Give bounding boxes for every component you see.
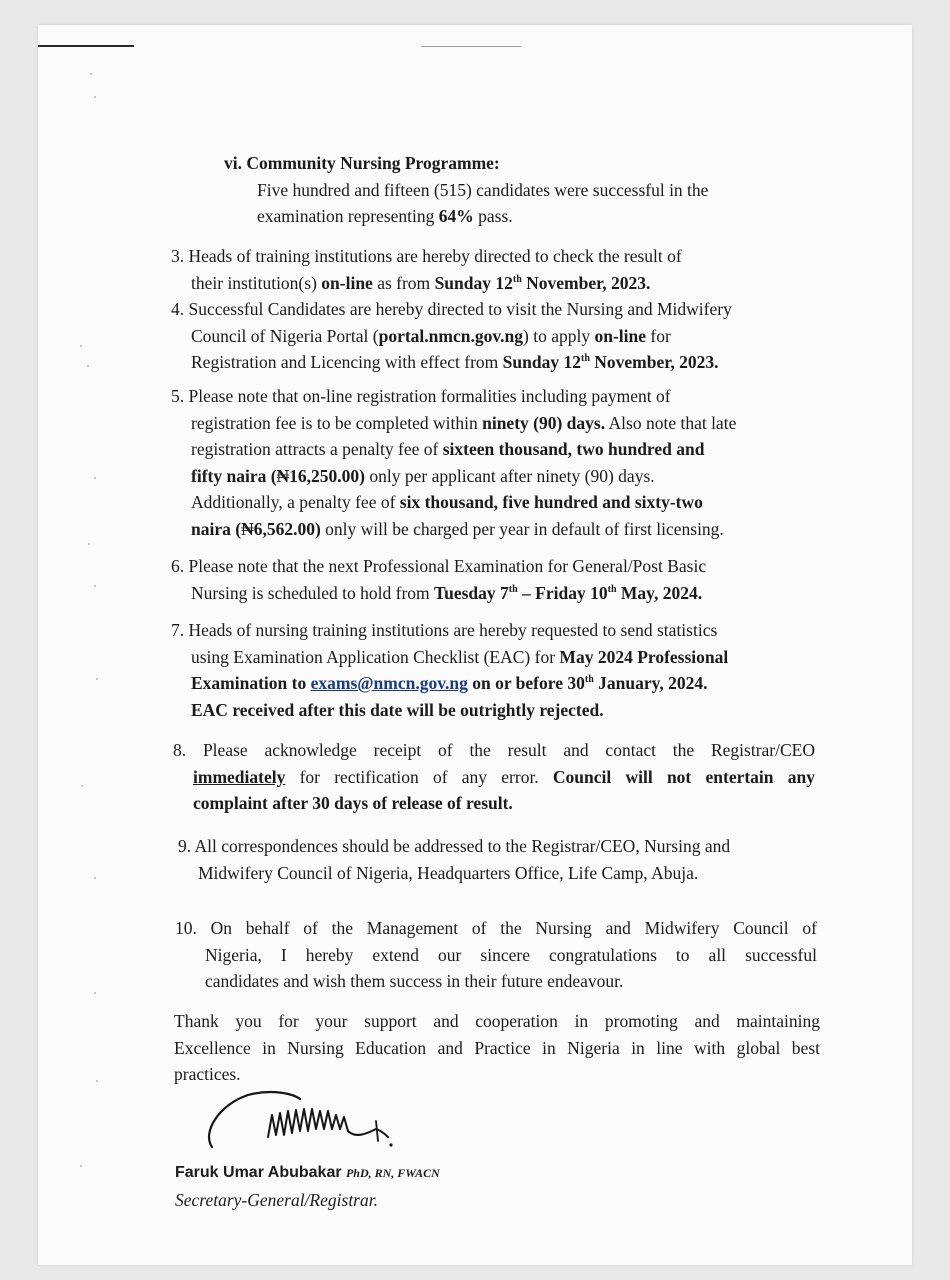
scan-speck (81, 785, 83, 787)
item-10-line: candidates and wish them success in their future endeavour. (205, 971, 624, 991)
scan-speck (94, 992, 96, 994)
scan-speck (94, 96, 96, 98)
item-5-line: naira (₦6,562.00) only will be charged per year in default of first licensing. (191, 518, 724, 539)
signatory-title: Secretary-General/Registrar. (175, 1189, 378, 1210)
item-6 (171, 553, 706, 606)
item-9-line: 9. All correspondences should be addressed to the Registrar/CEO, Nursing and (178, 836, 731, 856)
item-8 (173, 737, 815, 817)
scan-speck (96, 678, 98, 680)
scan-speck (80, 1165, 82, 1167)
scan-speck (94, 585, 96, 587)
item-6-line: Nursing is scheduled to hold from Tuesday 7th – Friday 10th May, 2024. (191, 582, 703, 603)
section-vi-label: vi. Community Nursing Programme: (224, 153, 500, 173)
closing-line: practices. (174, 1064, 241, 1084)
item-7-line: 7. Heads of nursing training institutions are hereby requested to send statistics (171, 620, 718, 640)
item-8-line: complaint after 30 days of release of result. (193, 793, 513, 813)
scan-speck (80, 345, 82, 347)
item-8-line: immediately for rectification of any error. Council will not entertain any (193, 766, 815, 787)
item-3-line: 3. Heads of training institutions are hereby directed to check the result of (171, 246, 682, 266)
item-4-line: Registration and Licencing with effect from Sunday 12th November, 2023. (191, 352, 719, 372)
email-link[interactable]: exams@nmcn.gov.ng (310, 673, 468, 693)
section-vi-line: Five hundred and fifteen (515) candidates were successful in the (257, 179, 709, 200)
item-4-line: Council of Nigeria Portal (portal.nmcn.gov.ng) to apply on-line for (191, 325, 671, 346)
item-4-line: 4. Successful Candidates are hereby directed to visit the Nursing and Midwifery (171, 299, 732, 319)
item-5-line: fifty naira (₦16,250.00) only per applicant after ninety (90) days. (191, 465, 655, 486)
item-6-line: 6. Please note that the next Professional Examination for General/Post Basic (171, 556, 707, 576)
item-4 (171, 296, 732, 376)
signatory-name-line (175, 1158, 440, 1187)
closing-line: Excellence in Nursing Education and Practice in Nigeria in line with global best (174, 1037, 820, 1058)
item-7-line: EAC received after this date will be outrightly rejected. (191, 699, 604, 720)
scan-speck (87, 365, 89, 367)
item-7-line: Examination to exams@nmcn.gov.ng on or before 30th January, 2024. (191, 673, 708, 693)
scan-speck (94, 477, 96, 479)
header-rule-center (421, 46, 521, 47)
signatory-credentials: PhD, RN, FWACN (345, 1166, 440, 1180)
item-5-line: 5. Please note that on-line registration formalities including payment of (171, 386, 671, 406)
item-8-line: 8. Please acknowledge receipt of the result and contact the Registrar/CEO (173, 740, 815, 760)
signatory-name: Faruk Umar Abubakar (175, 1164, 342, 1181)
scan-speck (90, 73, 92, 75)
item-5-line: registration fee is to be completed within ninety (90) days. Also note that late (191, 412, 737, 433)
item-3-line: their institution(s) on-line as from Sunday 12th November, 2023. (191, 272, 651, 293)
signatory-block (175, 1158, 440, 1213)
item-10-line: 10. On behalf of the Management of the Nursing and Midwifery Council of (175, 918, 817, 938)
portal-link-text: portal.nmcn.gov.ng (378, 325, 524, 346)
item-9-line: Midwifery Council of Nigeria, Headquarters Office, Life Camp, Abuja. (198, 862, 699, 883)
closing-paragraph (174, 1008, 820, 1088)
item-10 (175, 915, 817, 995)
closing-line: Thank you for your support and cooperation in promoting and maintaining (174, 1011, 820, 1031)
item-3 (171, 243, 682, 296)
signature-image (200, 1085, 400, 1167)
scan-speck (96, 1080, 98, 1082)
item-9 (178, 833, 730, 886)
item-5-line: registration attracts a penalty fee of sixteen thousand, two hundred and (191, 439, 705, 459)
letter-page (38, 25, 912, 1265)
scan-speck (88, 543, 90, 545)
section-vi-line: examination representing 64% pass. (257, 206, 513, 226)
item-10-line: Nigeria, I hereby extend our sincere congratulations to all successful (205, 944, 817, 965)
section-vi (224, 150, 708, 230)
scan-speck (94, 877, 96, 879)
item-5-line: Additionally, a penalty fee of six thousand, five hundred and sixty-two (191, 492, 703, 512)
item-7-line: using Examination Application Checklist (EAC) for May 2024 Professional (191, 646, 729, 667)
item-5 (171, 383, 736, 542)
item-7 (171, 617, 818, 723)
header-rule-left (38, 45, 134, 47)
